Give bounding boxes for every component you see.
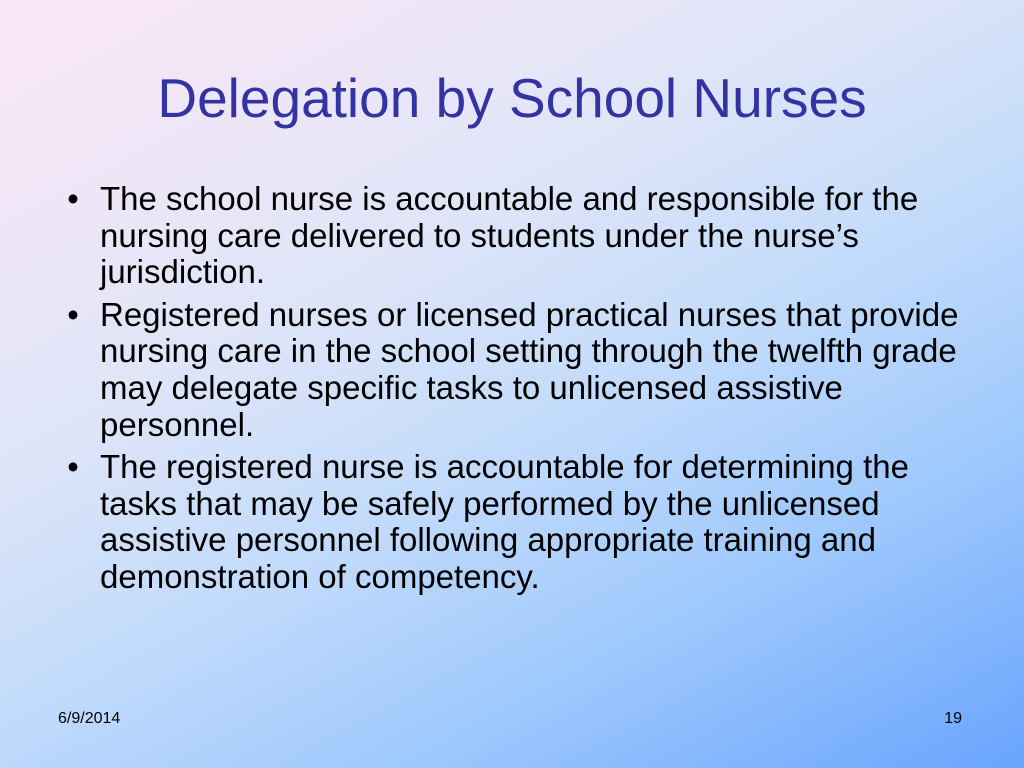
- bullet-icon: •: [67, 295, 79, 333]
- slide-title: Delegation by School Nurses: [157, 67, 867, 129]
- bullet-item: [58, 297, 978, 443]
- bullet-text: The school nurse is accountable and responsible for the nursing care delivered to students under the nurse’s jurisdiction.: [100, 180, 919, 291]
- bullet-text: Registered nurses or licensed practical nurses that provide nursing care in the school setting through the twelfth grade may delegate specific tasks to unlicensed assistive personnel.: [100, 295, 959, 443]
- page-number: 19: [944, 710, 962, 727]
- bullet-item: [58, 449, 978, 595]
- footer-date: 6/9/2014: [58, 710, 121, 727]
- bullet-icon: •: [67, 448, 79, 486]
- bullet-text: The registered nurse is accountable for determining the tasks that may be safely performed by the unlicensed assistive personnel following appropriate training and demonstration of competency.: [100, 448, 909, 595]
- bullet-item: [58, 181, 978, 291]
- bullet-list: [58, 181, 978, 602]
- bullet-icon: •: [67, 180, 79, 217]
